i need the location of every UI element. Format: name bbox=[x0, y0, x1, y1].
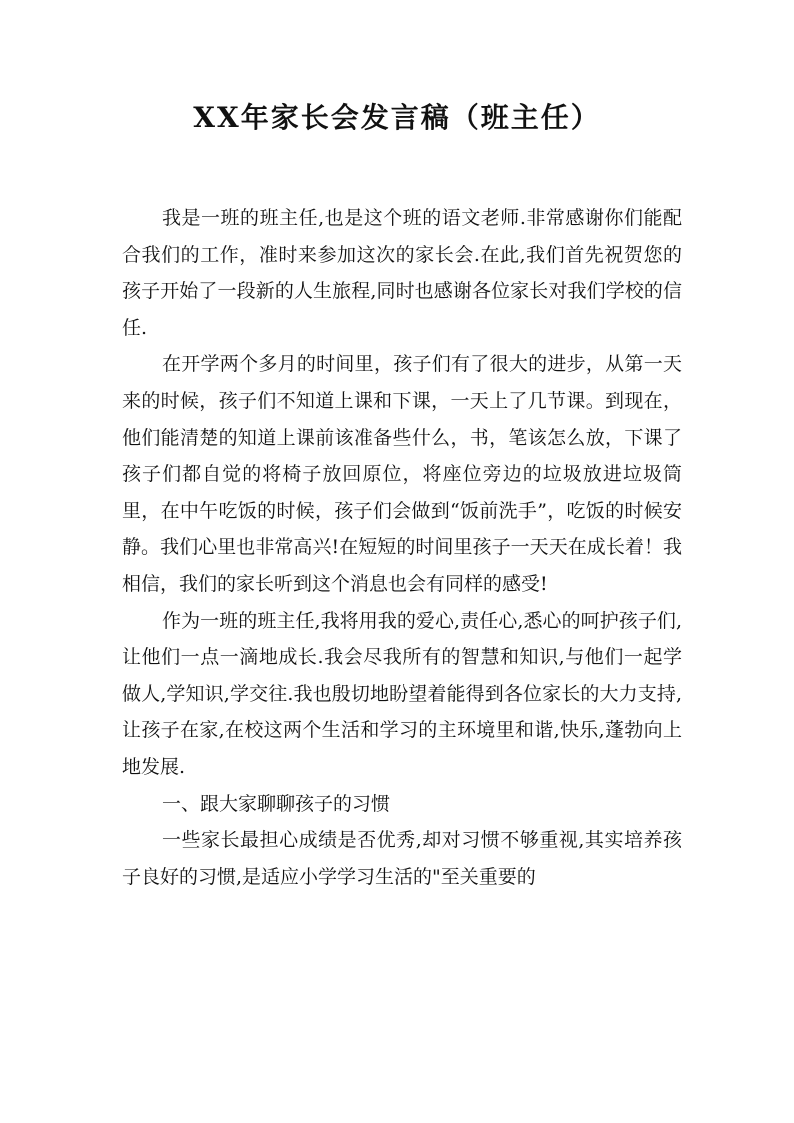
paragraph: 在开学两个多月的时间里，孩子们有了很大的进步，从第一天来的时候，孩子们不知道上课和下课，一天上了几节课。到现在，他们能清楚的知道上课前该准备些什么，书，笔该怎么放，下课了孩子们都自觉的将椅子放回原位，将座位旁边的垃圾放进垃圾筒里，在中午吃饭的时候，孩子们会做到“饭前洗手”，吃饭的时候安静。我们心里也非常高兴!在短短的时间里孩子一天天在成长着！我相信，我们的家长听到这个消息也会有同样的感受! bbox=[122, 353, 682, 595]
document-title: XX年家长会发言稿（班主任） bbox=[193, 101, 601, 134]
paragraph: 作为一班的班主任,我将用我的爱心,责任心,悉心的呵护孩子们,让他们一点一滴地成长.我会尽我所有的智慧和知识,与他们一起学做人,学知识,学交往.我也殷切地盼望着能得到各位家长的大力支持,让孩子在家,在校这两个生活和学习的主环境里和谐,快乐,蓬勃向上地发展. bbox=[122, 609, 682, 778]
document-body bbox=[122, 200, 682, 895]
section-heading: 一、跟大家聊聊孩子的习惯 bbox=[162, 792, 391, 815]
paragraph: 我是一班的班主任,也是这个班的语文老师.非常感谢你们能配合我们的工作，准时来参加这次的家长会.在此,我们首先祝贺您的孩子开始了一段新的人生旅程,同时也感谢各位家长对我们学校的信任. bbox=[122, 207, 682, 339]
paragraph: 一些家长最担心成绩是否优秀,却对习惯不够重视,其实培养孩子良好的习惯,是适应小学学习生活的"至关重要的 bbox=[122, 829, 682, 888]
